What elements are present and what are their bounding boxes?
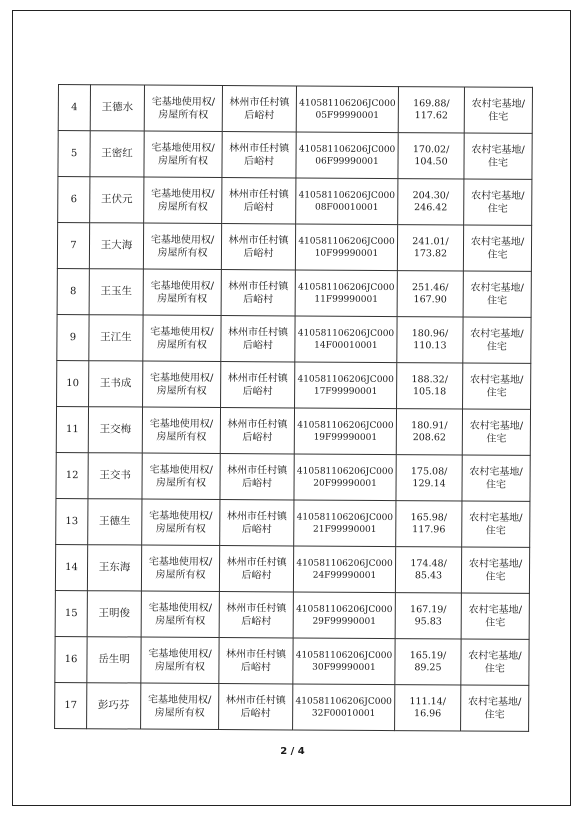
- unit-code-text: 410581106206JC000: [297, 327, 395, 339]
- row-number-cell: [57, 223, 89, 269]
- usage-cell: [464, 179, 532, 225]
- usage-text: 农村宅基地/: [470, 328, 524, 340]
- location-cell: [222, 86, 296, 132]
- unit-code-text: 410581106206JC000: [297, 373, 394, 385]
- table-row: [57, 360, 531, 409]
- location-cell: [220, 453, 294, 499]
- location-text: 后峪村: [242, 385, 273, 397]
- usage-text: 农村宅基地/: [469, 420, 524, 432]
- usage-text: 住宅: [485, 571, 506, 583]
- location-text: 后峪村: [240, 661, 271, 673]
- location-cell: [220, 407, 294, 453]
- area-text: 188.32/: [411, 373, 448, 385]
- location-text: 后峪村: [242, 477, 273, 489]
- right-type-cell: [144, 131, 222, 177]
- unit-code-cell: [295, 270, 397, 317]
- usage-text: 农村宅基地/: [470, 236, 525, 248]
- area-text: 204.30/: [412, 189, 450, 201]
- right-type-text: 房屋所有权: [156, 339, 207, 351]
- area-cell: [397, 363, 463, 409]
- table-row: [58, 131, 532, 180]
- right-type-text: 宅基地使用权/: [148, 556, 213, 568]
- owner-name-cell: [89, 269, 143, 315]
- table-row: [58, 85, 532, 134]
- right-type-cell: [143, 223, 221, 269]
- unit-code-text: 410581106206JC000: [296, 557, 393, 569]
- usage-text: 住宅: [485, 617, 506, 629]
- usage-text: 农村宅基地/: [469, 374, 524, 386]
- right-type-text: 宅基地使用权/: [150, 280, 214, 292]
- right-type-text: 宅基地使用权/: [148, 602, 213, 614]
- area-text: 129.14: [412, 477, 446, 489]
- owner-name-cell: [89, 315, 143, 361]
- row-number-text: 4: [71, 102, 78, 114]
- location-text: 林州市任村镇: [228, 280, 289, 292]
- usage-cell: [461, 593, 529, 639]
- right-type-cell: [142, 407, 220, 453]
- area-cell: [398, 179, 464, 225]
- right-type-cell: [143, 361, 221, 407]
- usage-cell: [462, 501, 530, 547]
- location-text: 林州市任村镇: [229, 142, 290, 154]
- unit-code-text: 410581106206JC000: [295, 695, 392, 707]
- table-row: [57, 314, 531, 363]
- unit-code-text: 20F99990001: [313, 478, 377, 489]
- row-number-text: 12: [65, 470, 79, 482]
- table-row: [55, 682, 529, 731]
- owner-name-text: 王德生: [99, 515, 131, 528]
- owner-name-text: 王交梅: [99, 423, 132, 436]
- usage-text: 住宅: [486, 479, 507, 491]
- right-type-text: 宅基地使用权/: [151, 96, 216, 108]
- right-type-cell: [143, 269, 221, 315]
- unit-code-text: 24F99990001: [312, 570, 377, 581]
- unit-code-cell: [293, 638, 395, 685]
- location-text: 后峪村: [243, 293, 274, 305]
- location-text: 林州市任村镇: [227, 326, 289, 338]
- owner-name-text: 岳生明: [98, 653, 130, 666]
- owner-name-cell: [87, 683, 141, 729]
- usage-text: 住宅: [486, 387, 507, 399]
- location-text: 后峪村: [241, 615, 272, 627]
- right-type-text: 房屋所有权: [154, 707, 205, 719]
- area-cell: [395, 547, 461, 593]
- location-cell: [222, 132, 296, 178]
- location-text: 林州市任村镇: [226, 602, 287, 614]
- unit-code-text: 08F00010001: [314, 202, 379, 213]
- owner-name-cell: [87, 545, 141, 591]
- right-type-text: 宅基地使用权/: [151, 142, 215, 154]
- owner-name-text: 王德水: [101, 101, 134, 114]
- owner-name-text: 彭巧芬: [97, 699, 130, 712]
- owner-name-text: 王交书: [99, 469, 131, 482]
- unit-code-cell: [295, 224, 397, 271]
- row-number-text: 7: [70, 240, 77, 252]
- unit-code-text: 10F99990001: [314, 248, 379, 259]
- area-text: 110.13: [413, 339, 447, 351]
- location-text: 后峪村: [240, 707, 271, 719]
- area-text: 85.43: [414, 569, 443, 581]
- unit-code-text: 410581106206JC000: [299, 97, 396, 109]
- property-rights-table: [54, 84, 533, 732]
- row-number-cell: [55, 544, 87, 590]
- area-text: 117.62: [414, 109, 448, 121]
- usage-cell: [463, 363, 531, 409]
- right-type-text: 宅基地使用权/: [149, 464, 213, 476]
- owner-name-cell: [88, 453, 142, 499]
- usage-text: 住宅: [487, 157, 509, 169]
- row-number-cell: [55, 636, 87, 682]
- right-type-text: 房屋所有权: [157, 293, 208, 305]
- usage-cell: [461, 547, 529, 593]
- right-type-cell: [144, 177, 222, 223]
- row-number-text: 6: [70, 194, 78, 206]
- owner-name-text: 王明俊: [98, 607, 131, 620]
- area-text: 170.02/: [412, 143, 450, 155]
- right-type-text: 宅基地使用权/: [148, 648, 212, 660]
- unit-code-cell: [296, 86, 398, 133]
- location-text: 林州市任村镇: [227, 464, 288, 476]
- right-type-cell: [143, 315, 221, 361]
- unit-code-text: 32F00010001: [311, 708, 376, 719]
- unit-code-text: 410581106206JC000: [298, 143, 396, 155]
- area-text: 180.96/: [411, 327, 449, 339]
- usage-cell: [462, 409, 530, 455]
- location-text: 林州市任村镇: [228, 234, 289, 246]
- usage-text: 农村宅基地/: [468, 650, 522, 662]
- row-number-text: 5: [70, 148, 78, 160]
- unit-code-text: 410581106206JC000: [298, 281, 395, 293]
- row-number-text: 16: [64, 654, 78, 666]
- owner-name-text: 王玉生: [100, 285, 133, 298]
- owner-name-cell: [87, 591, 141, 637]
- usage-text: 住宅: [488, 111, 509, 123]
- location-cell: [221, 270, 295, 316]
- usage-cell: [464, 133, 532, 179]
- usage-cell: [463, 271, 531, 317]
- row-number-cell: [57, 268, 89, 314]
- table-row: [58, 177, 532, 226]
- table-row: [56, 498, 530, 547]
- usage-cell: [462, 455, 530, 501]
- usage-cell: [461, 639, 529, 685]
- right-type-text: 房屋所有权: [154, 661, 205, 673]
- location-text: 林州市任村镇: [225, 694, 286, 706]
- usage-cell: [464, 87, 532, 133]
- owner-name-text: 王大海: [100, 239, 133, 252]
- area-text: 117.96: [412, 523, 446, 535]
- area-cell: [397, 271, 463, 317]
- usage-text: 住宅: [486, 433, 507, 445]
- right-type-text: 宅基地使用权/: [151, 188, 215, 200]
- area-text: 165.19/: [409, 649, 447, 661]
- location-cell: [219, 683, 293, 729]
- row-number-text: 10: [66, 378, 80, 390]
- right-type-cell: [142, 499, 220, 545]
- row-number-text: 14: [65, 562, 78, 574]
- right-type-text: 宅基地使用权/: [149, 510, 213, 522]
- right-type-text: 房屋所有权: [155, 615, 206, 627]
- table-row: [57, 268, 531, 317]
- usage-text: 住宅: [485, 525, 506, 537]
- table-row: [56, 406, 530, 455]
- location-text: 林州市任村镇: [227, 372, 288, 384]
- location-text: 后峪村: [243, 155, 275, 167]
- unit-code-text: 410581106206JC000: [297, 419, 394, 431]
- right-type-text: 房屋所有权: [155, 569, 206, 581]
- usage-cell: [463, 225, 531, 271]
- unit-code-cell: [295, 362, 397, 409]
- row-number-cell: [56, 498, 88, 544]
- unit-code-text: 410581106206JC000: [298, 235, 395, 247]
- unit-code-text: 30F99990001: [312, 662, 376, 673]
- area-text: 208.62: [412, 431, 447, 443]
- area-text: 174.48/: [410, 557, 447, 569]
- right-type-text: 房屋所有权: [157, 201, 208, 213]
- right-type-text: 房屋所有权: [158, 155, 209, 167]
- unit-code-cell: [296, 132, 398, 179]
- location-text: 后峪村: [242, 431, 273, 443]
- row-number-text: 8: [70, 286, 77, 298]
- row-number-cell: [56, 406, 88, 452]
- area-text: 251.46/: [411, 281, 449, 293]
- owner-name-cell: [90, 177, 144, 223]
- location-cell: [221, 316, 295, 362]
- right-type-text: 房屋所有权: [156, 477, 207, 489]
- owner-name-text: 王书成: [99, 377, 132, 390]
- unit-code-text: 21F99990001: [312, 524, 377, 535]
- owner-name-cell: [89, 361, 143, 407]
- row-number-cell: [55, 682, 87, 728]
- row-number-cell: [57, 360, 89, 406]
- area-text: 165.98/: [410, 511, 448, 523]
- location-cell: [222, 178, 296, 224]
- location-text: 林州市任村镇: [228, 188, 289, 200]
- location-cell: [219, 545, 293, 591]
- area-cell: [398, 133, 464, 179]
- right-type-text: 房屋所有权: [156, 431, 207, 443]
- usage-text: 农村宅基地/: [471, 144, 525, 156]
- location-text: 后峪村: [244, 109, 275, 121]
- location-text: 林州市任村镇: [227, 418, 288, 430]
- owner-name-cell: [88, 499, 142, 545]
- row-number-cell: [57, 314, 89, 360]
- unit-code-cell: [294, 454, 396, 501]
- location-cell: [219, 591, 293, 637]
- area-text: 89.25: [414, 661, 442, 673]
- usage-text: 农村宅基地/: [468, 604, 523, 616]
- right-type-text: 房屋所有权: [156, 385, 207, 397]
- table-body: [55, 85, 533, 732]
- usage-text: 住宅: [484, 709, 505, 721]
- area-cell: [395, 593, 461, 639]
- unit-code-text: 05F99990001: [315, 110, 380, 121]
- unit-code-text: 19F99990001: [313, 432, 378, 443]
- area-text: 180.91/: [411, 419, 448, 431]
- usage-text: 农村宅基地/: [469, 512, 523, 524]
- unit-code-cell: [293, 592, 395, 639]
- area-cell: [396, 409, 462, 455]
- table-row: [57, 223, 531, 272]
- unit-code-cell: [293, 684, 395, 731]
- location-text: 林州市任村镇: [226, 556, 287, 568]
- row-number-text: 13: [65, 516, 79, 528]
- area-text: 175.08/: [410, 465, 448, 477]
- unit-code-text: 410581106206JC000: [295, 649, 393, 661]
- unit-code-text: 29F99990001: [312, 616, 377, 627]
- area-text: 169.88/: [413, 97, 450, 109]
- usage-cell: [463, 317, 531, 363]
- unit-code-cell: [294, 408, 396, 455]
- row-number-text: 17: [64, 700, 78, 712]
- right-type-text: 宅基地使用权/: [148, 694, 212, 706]
- right-type-text: 宅基地使用权/: [149, 418, 214, 430]
- right-type-text: 宅基地使用权/: [150, 234, 215, 246]
- location-cell: [220, 499, 294, 545]
- area-cell: [395, 685, 461, 731]
- location-text: 林州市任村镇: [229, 96, 290, 108]
- unit-code-text: 14F00010001: [314, 340, 378, 351]
- usage-text: 住宅: [484, 663, 505, 675]
- usage-cell: [461, 685, 529, 731]
- right-type-cell: [141, 683, 219, 729]
- unit-code-text: 17F99990001: [313, 386, 378, 397]
- location-text: 后峪村: [241, 569, 272, 581]
- table-row: [55, 590, 529, 639]
- location-cell: [221, 361, 295, 407]
- area-text: 241.01/: [412, 235, 449, 247]
- location-cell: [219, 637, 293, 683]
- unit-code-text: 410581106206JC000: [296, 603, 393, 615]
- usage-text: 农村宅基地/: [471, 98, 526, 110]
- area-text: 105.18: [412, 385, 447, 397]
- usage-text: 农村宅基地/: [470, 282, 524, 294]
- row-number-cell: [58, 131, 90, 177]
- right-type-text: 房屋所有权: [158, 109, 209, 121]
- unit-code-text: 11F99990001: [314, 294, 378, 305]
- unit-code-cell: [293, 546, 395, 593]
- usage-text: 农村宅基地/: [471, 190, 525, 202]
- right-type-text: 房屋所有权: [155, 523, 206, 535]
- location-text: 后峪村: [243, 247, 274, 259]
- right-type-text: 宅基地使用权/: [149, 372, 214, 384]
- table-row: [55, 636, 529, 685]
- area-cell: [395, 639, 461, 685]
- owner-name-cell: [90, 85, 144, 131]
- usage-text: 农村宅基地/: [468, 696, 522, 708]
- owner-name-cell: [89, 223, 143, 269]
- right-type-text: 房屋所有权: [157, 247, 208, 259]
- location-text: 后峪村: [243, 201, 274, 213]
- table-row: [56, 452, 530, 501]
- right-type-cell: [141, 637, 219, 683]
- row-number-cell: [56, 452, 88, 498]
- unit-code-cell: [294, 500, 396, 547]
- right-type-cell: [142, 453, 220, 499]
- unit-code-text: 410581106206JC000: [298, 189, 396, 201]
- usage-text: 住宅: [487, 295, 508, 307]
- area-text: 167.90: [413, 293, 447, 305]
- area-cell: [397, 317, 463, 363]
- right-type-cell: [144, 85, 222, 131]
- row-number-text: 15: [64, 608, 78, 620]
- row-number-cell: [58, 85, 90, 131]
- owner-name-text: 王密红: [101, 147, 133, 160]
- area-cell: [398, 87, 464, 133]
- unit-code-cell: [295, 316, 397, 363]
- page-number: 2 / 4: [280, 746, 305, 757]
- owner-name-cell: [87, 637, 141, 683]
- area-text: 111.14/: [409, 695, 446, 707]
- row-number-text: 9: [69, 332, 77, 344]
- area-text: 173.82: [413, 247, 448, 259]
- unit-code-text: 410581106206JC000: [296, 511, 394, 523]
- area-text: 246.42: [414, 201, 448, 213]
- unit-code-text: 06F99990001: [315, 156, 379, 167]
- area-text: 104.50: [414, 155, 448, 167]
- area-text: 95.83: [414, 615, 442, 627]
- owner-name-text: 王东海: [98, 561, 131, 574]
- location-text: 后峪村: [242, 339, 273, 351]
- unit-code-text: 410581106206JC000: [296, 465, 394, 477]
- area-cell: [396, 455, 462, 501]
- location-cell: [221, 224, 295, 270]
- table-row: [55, 544, 529, 593]
- row-number-text: 11: [65, 424, 79, 436]
- owner-name-cell: [90, 131, 144, 177]
- usage-text: 住宅: [487, 203, 508, 215]
- right-type-cell: [141, 591, 219, 637]
- usage-text: 农村宅基地/: [469, 466, 523, 478]
- owner-name-cell: [88, 407, 142, 453]
- row-number-cell: [58, 177, 90, 223]
- right-type-cell: [141, 545, 219, 591]
- area-cell: [396, 501, 462, 547]
- unit-code-cell: [296, 178, 398, 225]
- row-number-cell: [55, 590, 87, 636]
- right-type-text: 宅基地使用权/: [150, 326, 214, 338]
- area-cell: [397, 225, 463, 271]
- location-text: 后峪村: [241, 523, 272, 535]
- area-text: 167.19/: [410, 603, 447, 615]
- owner-name-text: 王伏元: [101, 193, 133, 206]
- location-text: 林州市任村镇: [225, 648, 287, 660]
- usage-text: 住宅: [487, 249, 508, 261]
- usage-text: 农村宅基地/: [468, 558, 523, 570]
- owner-name-text: 王江生: [100, 331, 132, 344]
- area-text: 16.96: [414, 707, 442, 719]
- location-text: 林州市任村镇: [226, 510, 287, 522]
- usage-text: 住宅: [486, 341, 507, 353]
